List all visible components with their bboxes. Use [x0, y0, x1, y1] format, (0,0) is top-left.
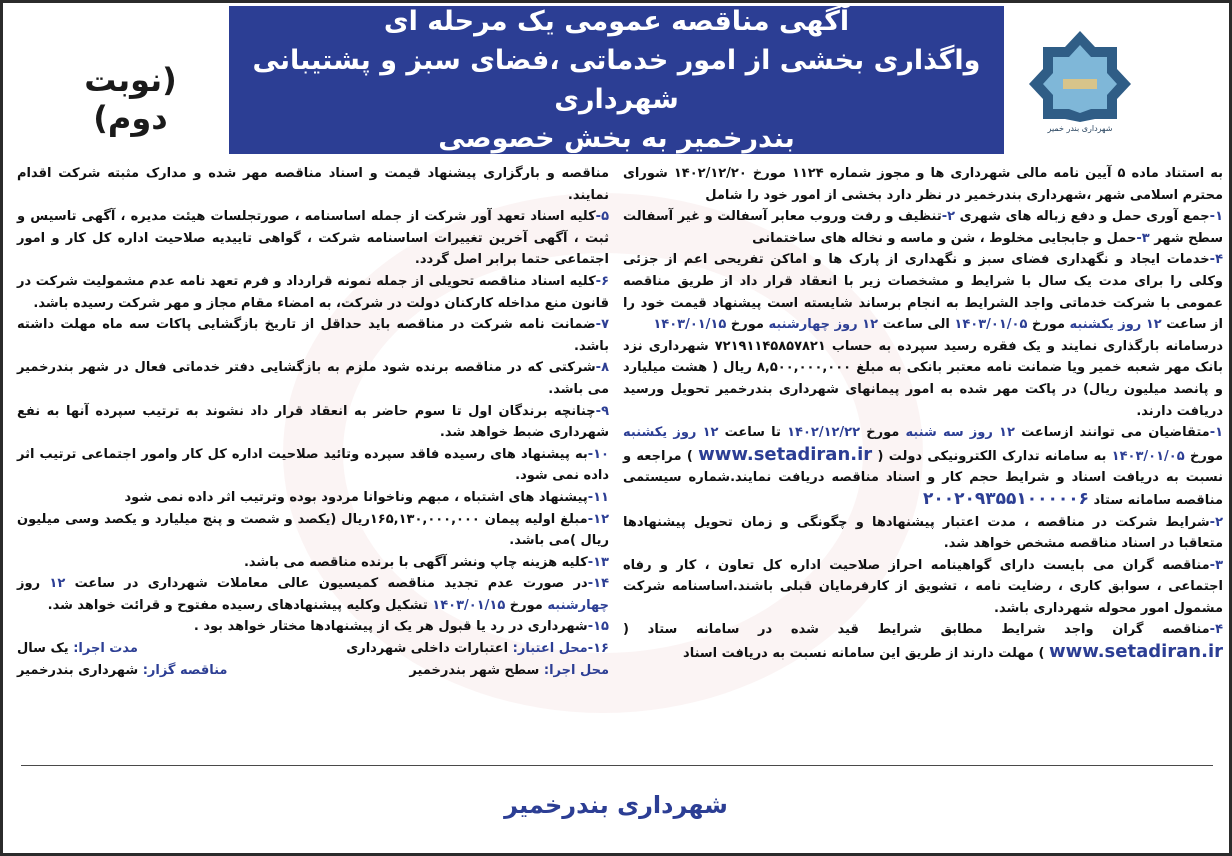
condition-highlight: ۱۲ روز سه شنبه [905, 425, 1015, 441]
item-text: شرکتی که در مناقصه برنده شود ملزم به بازگشایی دفتر خدماتی فعال در شهر بندرخمیر می باشد. [17, 360, 609, 397]
condition-text: مناقصه گران می بایست دارای گواهینامه احراز صلاحیت اداره کل تعاون ، کار و رفاه اجتماعی ، سوابق کاری ، رضایت نامه ، تشویق از کارفرمایان قبلی باشند.اساسنامه شرکت مشمول امور محوله شهرداری باشد. [623, 557, 1223, 616]
item-number: ۷- [595, 317, 609, 333]
municipality-logo [1025, 27, 1135, 145]
title-line-1: آگهی مناقصه عمومی یک مرحله ای [383, 6, 850, 37]
item-number: ۱۰- [587, 446, 609, 462]
continuation-paragraph: مناقصه و بارگزاری پیشنهاد قیمت و اسناد مناقصه مهر شده و مدارک مثبته شرکت اقدام نمایند. [17, 166, 609, 203]
condition-item [623, 422, 1223, 511]
condition-item [623, 619, 1223, 664]
list-item [17, 487, 609, 509]
item-text: تنظیف و رفت وروب معابر آسفالت و غیر آسفالت سطح شهر [623, 209, 1223, 246]
condition-text: تا ساعت [724, 425, 781, 441]
item-text: تشکیل وکلیه پیشنهادهای رسیده مفتوح و قرائت خواهد شد. [47, 597, 428, 613]
item-number: ۱۳- [587, 554, 609, 570]
condition-text: متقاضیان می توانند ازساعت [1021, 425, 1210, 441]
organizer-value: شهرداری بندرخمیر [17, 662, 139, 678]
intro-paragraph: به استناد ماده ۵ آیین نامه مالی شهرداری ها و مجوز شماره ۱۱۲۴ مورخ ۱۴۰۲/۱۲/۲۰ شورای محترم اسلامی شهر ،شهرداری بندرخمیر در نظر دارد بخشی از امور خود را شامل [623, 166, 1223, 203]
right-column [623, 163, 1223, 763]
meta-row-1 [17, 638, 609, 660]
condition-item [623, 512, 1223, 555]
list-item [17, 444, 609, 487]
item-highlight: ۱۴۰۳/۰۱/۱۵ [432, 597, 506, 613]
duration-label: مدت اجرا: [73, 641, 138, 657]
item-text: حمل و جابجایی مخلوط ، شن و ماسه و نخاله های ساختمانی [752, 230, 1137, 246]
item-highlight: ۱۲ [49, 576, 66, 592]
schedule-start-date-prefix: مورخ [1031, 317, 1065, 333]
schedule-start-day: یکشنبه [1069, 317, 1114, 333]
schedule-end-day: چهارشنبه [768, 317, 831, 333]
deposit-paragraph: درسامانه بارگذاری نمایند و یک فقره رسید سپرده به حساب ۷۲۱۹۱۱۴۵۸۵۷۸۲۱ شهرداری نزد بانک مهر شعبه خمیر ویا ضمانت نامه معتبر بانکی به مبلغ ۸,۵۰۰,۰۰۰,۰۰۰ ریال ( هشت میلیارد و پانصد میلیون ریال) در پاکت مهر شده به امور پیمانهای شهرداری بندرخمیر تحویل ورسید دریافت دارند. [623, 338, 1223, 419]
logo-caption: شهرداری بندر خمیر [1047, 124, 1113, 133]
schedule-start-date: ۱۴۰۳/۰۱/۰۵ [954, 317, 1028, 333]
schedule-end-hour: ۱۲ روز [834, 317, 879, 333]
credit-place-value: اعتبارات داخلی شهرداری [346, 641, 509, 657]
condition-text: مورخ [866, 425, 900, 441]
schedule-end-date-prefix: مورخ [730, 317, 764, 333]
item-text: مبلغ اولیه پیمان ۱۶۵,۱۳۰,۰۰۰,۰۰۰ریال (یکصد و شصت و پنج میلیارد و یکصد وسی میلیون ریال )می باشد. [17, 511, 609, 549]
list-item [17, 573, 609, 616]
item-number: ۳- [1136, 230, 1150, 246]
condition-number: ۳- [1209, 557, 1223, 573]
item-text: خدمات ایجاد و نگهداری فضای سبز و نگهداری از پارک ها و اماکن تفریحی اعم از جزئی وکلی را برای مدت یک سال با شرایط و مشخصات زیر با انعقاد قرار داد از طریق مناقصه عمومی با شرکت خدماتی واجد الشرایط به انجام برساند شایسته است پیشنهاد قیمت خود را از ساعت [623, 252, 1223, 333]
item-number: ۱۴- [587, 576, 610, 592]
schedule-end-date: ۱۴۰۳/۰۱/۱۵ [653, 317, 727, 333]
header-title-band [229, 6, 1004, 154]
item-number: ۵- [595, 209, 609, 225]
footer-divider [21, 765, 1213, 766]
condition-number: ۲- [1209, 514, 1223, 530]
condition-text: به سامانه تدارک الکترونیکی دولت ( [877, 448, 1107, 464]
item-number: ۱- [1209, 209, 1223, 225]
item-text: مورخ [509, 597, 543, 613]
condition-text: مورخ [1189, 448, 1224, 464]
list-item [17, 271, 609, 314]
condition-text: مناقصه گران واجد شرایط مطابق شرایط قید شده در سامانه ستاد ( [623, 622, 1210, 638]
item-number: ۴- [1209, 252, 1223, 268]
item-text: پیشنهاد های اشتباه ، مبهم وناخوانا مردود بوده وترتیب اثر داده نمی شود [124, 489, 588, 505]
footer-signature: شهرداری بندرخمیر [504, 791, 728, 819]
condition-highlight: ۱۴۰۲/۱۲/۲۲ [787, 425, 861, 441]
schedule-until: الی ساعت [882, 317, 950, 333]
item-text: کلیه هزینه چاپ ونشر آگهی با برنده مناقصه می باشد. [243, 554, 588, 570]
system-number: ۲۰۰۲۰۹۳۵۵۱۰۰۰۰۰۶ [922, 488, 1089, 509]
duration-value: یک سال [17, 641, 69, 657]
item-text: در صورت عدم تجدید مناقصه کمیسیون عالی معاملات شهرداری در ساعت [74, 576, 588, 592]
item-number: ۲- [941, 209, 956, 225]
item-text: روز [17, 576, 41, 592]
execution-place-value: سطح شهر بندرخمیر [409, 662, 540, 678]
item-text: به پیشنهاد های رسیده فاقد سپرده وتائید صلاحیت اداره کل کار وامور اجتماعی ترتیب اثر داده نمی شود. [17, 446, 609, 484]
list-item [623, 249, 1223, 335]
item-highlight: چهارشنبه [547, 597, 609, 613]
item-number: ۱۶- [587, 641, 609, 657]
item-number: ۸- [595, 360, 609, 376]
organizer [17, 660, 227, 682]
condition-number: ۴- [1209, 622, 1223, 638]
condition-highlight: ۱۴۰۳/۰۱/۰۵ [1111, 448, 1185, 464]
title-line-3: بندرخمیر به بخش خصوصی [438, 123, 795, 154]
condition-highlight: ۱۲ روز یکشنبه [623, 425, 719, 441]
condition-text: ) مهلت دارند از طریق این سامانه نسبت به دریافت اسناد [683, 646, 1045, 662]
item-text: کلیه اسناد تعهد آور شرکت از جمله اساسنامه ، صورتجلسات هیئت مدیره ، آگهی تاسیس و ثبت ، آگهی آخرین تغییرات اساسنامه شرکت ، گواهی تاییدیه صلاحیت اداره کل کار و امور اجتماعی حتما برابر اصل گردد. [17, 209, 609, 268]
execution-place [409, 660, 609, 682]
item-text: کلیه اسناد مناقصه تحویلی از جمله نمونه قرارداد و فرم تعهد نامه عدم مشمولیت شرکت در قانون منع مداخله کارکنان دولت در شرکت، به امضاء مقام مجاز و مهر شرکت رسیده باشد. [17, 273, 609, 311]
duration [17, 638, 138, 660]
item-number: ۶- [595, 273, 609, 289]
condition-text: ) مراجعه و نسبت به دریافت اسناد و شرایط حجم کار و اسناد مناقصه دریافت نمایند.شماره سیستمی مناقصه سامانه ستاد [623, 448, 1223, 508]
organizer-label: مناقصه گزار: [142, 662, 228, 678]
item-text: چنانچه برندگان اول تا سوم حاضر به انعقاد قرار داد نشوند به ترتیب سپرده آنها به نفع شهرداری ضبط خواهد شد. [17, 403, 609, 441]
item-text: شهرداری در رد یا قبول هر یک از پیشنهادها مختار خواهد بود . [193, 619, 588, 635]
item-text: ضمانت نامه شرکت در مناقصه باید حداقل از تاریخ بازگشایی پاکات سه ماه مهلت داشته باشد. [17, 317, 609, 354]
credit-place [346, 638, 609, 660]
item-number: ۱۱- [587, 489, 609, 505]
execution-place-label: محل اجرا: [543, 662, 609, 678]
setadiran-link[interactable]: www.setadiran.ir [698, 443, 873, 465]
list-item [17, 616, 609, 638]
list-item [17, 314, 609, 357]
condition-text: شرایط شرکت در مناقصه ، مدت اعتبار پیشنهادها و چگونگی و زمان تحویل پیشنهادها متعاقبا در اسناد مناقصه مشخص خواهد شد. [623, 514, 1223, 552]
condition-number: ۱- [1209, 425, 1224, 441]
list-item [17, 552, 609, 574]
credit-place-label: محل اعتبار: [512, 641, 588, 657]
list-item [17, 509, 609, 552]
list-item [623, 206, 1223, 249]
item-number: ۹- [595, 403, 609, 419]
round-label: (نوبت دوم) [84, 61, 177, 137]
list-item [17, 206, 609, 271]
left-column [17, 163, 609, 763]
schedule-start-hour: ۱۲ روز [1118, 317, 1162, 333]
setadiran-link[interactable]: www.setadiran.ir [1048, 641, 1223, 663]
condition-item [623, 555, 1223, 620]
item-number: ۱۲- [587, 511, 610, 527]
meta-row-2 [17, 660, 609, 682]
list-item [17, 357, 609, 400]
item-number: ۱۵- [587, 619, 609, 635]
title-line-2: واگذاری بخشی از امور خدماتی ،فضای سبز و پشتیبانی شهرداری [252, 45, 981, 115]
item-text: جمع آوری حمل و دفع زباله های شهری [959, 209, 1210, 225]
municipality-emblem-icon [1025, 27, 1135, 123]
list-item [17, 401, 609, 444]
